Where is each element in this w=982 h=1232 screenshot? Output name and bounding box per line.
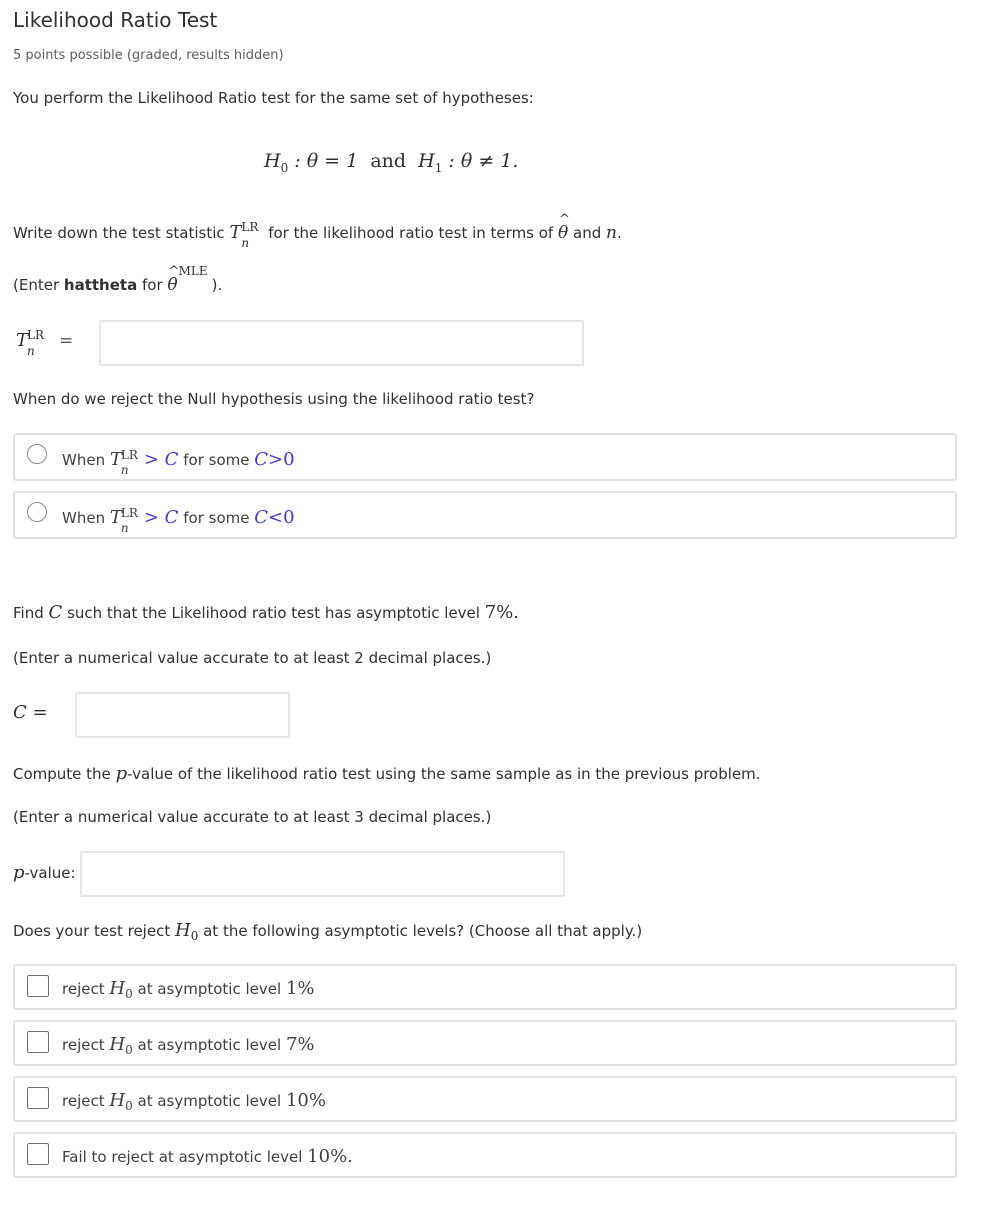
opt-pre: reject — [62, 980, 105, 998]
p-var: p — [13, 862, 25, 883]
h1-condition: : θ ≠ 1. — [448, 150, 519, 172]
stat-T: T — [229, 222, 242, 243]
p-value-input[interactable] — [80, 851, 565, 897]
radio-button[interactable] — [27, 502, 47, 522]
h1-subscript: 1 — [434, 160, 443, 175]
q3-var: C — [48, 602, 63, 623]
opt-sup: LR — [120, 506, 138, 520]
hypotheses-display — [264, 150, 518, 175]
opt-pre: reject — [62, 1092, 105, 1110]
p-label-rest: -value: — [24, 864, 76, 882]
opt-h: H — [109, 1034, 126, 1055]
intro-text: You perform the Likelihood Ratio test for the same set of hypotheses: — [13, 89, 534, 107]
label-eq: = — [59, 331, 74, 351]
checkbox[interactable] — [27, 1143, 49, 1165]
option-label — [62, 978, 315, 1001]
when-word: When — [62, 451, 106, 469]
opt-h-sub: 0 — [125, 987, 133, 1001]
opt-mid: at asymptotic level — [137, 1092, 282, 1110]
opt-sup: LR — [120, 448, 138, 462]
q4-p: p — [115, 763, 128, 784]
q4-hint: (Enter a numerical value accurate to at least 3 decimal places.) — [13, 808, 492, 826]
h0-symbol: H — [264, 150, 281, 172]
q2-prompt: When do we reject the Null hypothesis using the likelihood ratio test? — [13, 390, 535, 408]
opt-pre: Fail to reject at asymptotic level — [62, 1148, 303, 1166]
q3-level: 7%. — [484, 602, 520, 623]
t-statistic-input[interactable] — [99, 320, 584, 366]
q1-hint — [13, 264, 223, 295]
h0-subscript: 0 — [280, 160, 289, 175]
opt-level: 10%. — [307, 1146, 353, 1167]
opt-T: T — [109, 507, 122, 528]
option-label — [62, 1090, 326, 1113]
q4-pre: Compute the — [13, 765, 111, 783]
label-sup: LR — [27, 328, 45, 342]
q1-prompt-mid: for the likelihood ratio test in terms of — [268, 224, 554, 242]
opt-h: H — [109, 978, 126, 999]
p-value-label — [13, 862, 76, 883]
reject-level-10-option[interactable] — [13, 1076, 957, 1122]
checkbox[interactable] — [27, 975, 49, 997]
c-label: C = — [13, 702, 48, 723]
opt-level: 7% — [285, 1034, 315, 1055]
problem-title: Likelihood Ratio Test — [13, 8, 218, 32]
hint-end: ). — [211, 276, 223, 294]
checkbox[interactable] — [27, 1031, 49, 1053]
q1-prompt-end: . — [617, 224, 622, 242]
option-label — [62, 1146, 353, 1167]
h1-symbol: H — [418, 150, 435, 172]
c-value-input[interactable] — [75, 692, 290, 738]
q5-h-sub: 0 — [190, 929, 199, 943]
hint-bold: hattheta — [63, 276, 138, 294]
option-label — [62, 448, 295, 477]
opt-level: 1% — [285, 978, 315, 999]
when-word: When — [62, 509, 106, 527]
n-var: n — [606, 223, 617, 243]
h0-condition: : θ = 1 — [294, 150, 359, 172]
opt-level: 10% — [285, 1090, 326, 1111]
stat-sub: n — [241, 236, 250, 250]
q5-h: H — [174, 920, 191, 941]
opt-cmp: > C — [143, 507, 179, 528]
opt-mid: at asymptotic level — [137, 980, 282, 998]
hint-theta-hat: ^ θ — [167, 275, 177, 295]
q1-prompt — [13, 220, 622, 250]
cond-var: C — [254, 507, 269, 528]
q1-prompt-and: and — [573, 224, 602, 242]
points-possible: 5 points possible (graded, results hidden) — [13, 48, 284, 63]
q5-post: at the following asymptotic levels? (Choose all that apply.) — [203, 922, 643, 940]
q1-input-label — [16, 328, 74, 358]
q4-prompt — [13, 763, 761, 784]
reject-option-c-positive[interactable] — [13, 433, 957, 481]
opt-sub: n — [120, 521, 129, 535]
opt-h: H — [109, 1090, 126, 1111]
label-sub: n — [27, 344, 35, 358]
opt-sub: n — [120, 463, 129, 477]
q1-prompt-pre: Write down the test statistic — [13, 224, 225, 242]
theta-hat: ^ θ — [558, 223, 568, 243]
and-word: and — [370, 150, 407, 172]
hint-for: for — [141, 276, 163, 294]
cond-op: <0 — [268, 507, 295, 528]
cond-var: C — [254, 449, 269, 470]
reject-level-1-option[interactable] — [13, 964, 957, 1010]
q3-hint: (Enter a numerical value accurate to at least 2 decimal places.) — [13, 649, 492, 667]
cond-op: >0 — [268, 449, 295, 470]
fail-to-reject-option[interactable] — [13, 1132, 957, 1178]
label-T: T — [16, 330, 29, 351]
checkbox[interactable] — [27, 1087, 49, 1109]
option-label — [62, 506, 295, 535]
option-label — [62, 1034, 315, 1057]
q5-pre: Does your test reject — [13, 922, 171, 940]
hint-pre: (Enter — [13, 276, 60, 294]
opt-h-sub: 0 — [125, 1099, 133, 1113]
opt-cmp: > C — [143, 449, 179, 470]
q4-post: -value of the likelihood ratio test using the same sample as in the previous problem. — [127, 765, 761, 783]
opt-mid: at asymptotic level — [137, 1036, 282, 1054]
q5-prompt — [13, 920, 642, 943]
opt-pre: reject — [62, 1036, 105, 1054]
opt-h-sub: 0 — [125, 1043, 133, 1057]
radio-button[interactable] — [27, 444, 47, 464]
opt-T: T — [109, 449, 122, 470]
for-some: for some — [183, 451, 250, 469]
reject-option-c-negative[interactable] — [13, 491, 957, 539]
q3-prompt — [13, 602, 519, 623]
hint-sup: MLE — [178, 264, 208, 278]
q3-pre: Find — [13, 604, 44, 622]
for-some: for some — [183, 509, 250, 527]
q3-post: such that the Likelihood ratio test has asymptotic level — [67, 604, 480, 622]
stat-sup: LR — [241, 220, 259, 234]
reject-level-7-option[interactable] — [13, 1020, 957, 1066]
